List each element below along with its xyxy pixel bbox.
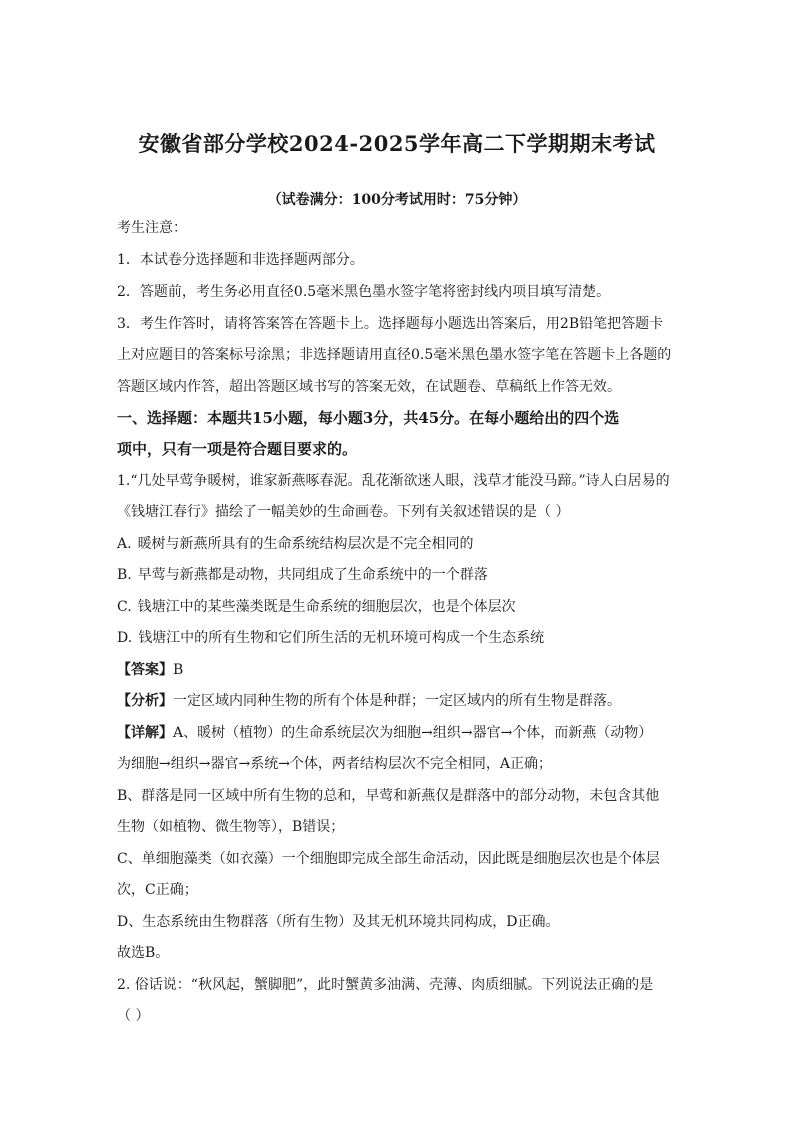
q1-option-b-letter: B.	[117, 567, 132, 583]
q1-analysis	[117, 691, 677, 711]
q1-detail-line-3: B、群落是同一区域中所有生物的总和，早莺和新燕仅是群落中的部分动物，未包含其他	[117, 788, 660, 804]
q1-option-c-letter: C.	[117, 599, 132, 615]
q1-detail-line-5: C、单细胞藻类（如衣藻）一个细胞即完成全部生命活动，因此既是细胞层次也是个体层	[117, 851, 660, 867]
q1-detail-line-4: 生物（如植物、微生物等），B错误；	[117, 819, 345, 835]
q2-stem-line-1: 2. 俗话说：“秋风起，蟹脚肥”，此时蟹黄多油满、壳薄、肉质细腻。下列说法正确的是	[117, 977, 654, 993]
q1-answer-value: B	[173, 662, 184, 678]
q1-analysis-text: 一定区域内同种生物的所有个体是种群；一定区域内的所有生物是群落。	[173, 693, 621, 709]
page-title: 安徽省部分学校2024-2025学年高二下学期期末考试	[138, 131, 656, 156]
q1-answer-label: 【答案】	[117, 662, 173, 678]
notice-item-3-cont-1: 上对应题目的答案标号涂黑；非选择题请用直径0.5毫米黑色墨水签字笔在答题卡上各题的	[117, 347, 672, 363]
page-subtitle: （试卷满分：100分考试用时：75分钟）	[267, 192, 527, 208]
q1-detail-line-7: D、生态系统由生物群落（所有生物）及其无机环境共同构成，D正确。	[117, 914, 560, 930]
section-heading-line-1: 一、选择题：本题共15小题，每小题3分，共45分。在每小题给出的四个选	[117, 409, 620, 427]
notice-item-1: 1．本试卷分选择题和非选择题两部分。	[117, 252, 364, 268]
q1-analysis-label: 【分析】	[117, 693, 173, 709]
q1-detail-line-1	[117, 723, 677, 743]
q1-option-c	[117, 597, 677, 617]
q1-detail-line-8: 故选B。	[117, 945, 170, 961]
section-heading-line-2: 项中，只有一项是符合题目要求的。	[117, 440, 358, 458]
q1-option-d-text: 钱塘江中的所有生物和它们所生活的无机环境可构成一个生态系统	[138, 630, 545, 646]
q1-option-b	[117, 565, 677, 585]
q1-option-d	[117, 628, 677, 648]
q1-detail-line-2: 为细胞→组织→器官→系统→个体，两者结构层次不完全相同，A正确；	[117, 756, 553, 772]
notice-item-3-cont-2: 答题区域内作答，超出答题区域书写的答案无效，在试题卷、草稿纸上作答无效。	[117, 379, 621, 395]
q1-option-c-text: 钱塘江中的某些藻类既是生命系统的细胞层次，也是个体层次	[137, 599, 516, 615]
notice-item-2: 2．答题前，考生务必用直径0.5毫米黑色墨水签字笔将密封线内项目填写清楚。	[117, 284, 611, 300]
q1-option-d-letter: D.	[117, 630, 133, 646]
q1-answer	[117, 660, 677, 680]
q1-stem-line-2: 《钱塘江春行》描绘了一幅美妙的生命画卷。下列有关叙述错误的是（ ）	[117, 504, 570, 520]
q1-detail-label: 【详解】	[117, 725, 173, 741]
q2-stem-line-2: （ ）	[117, 1008, 150, 1024]
q1-option-a-letter: A.	[117, 536, 132, 552]
q1-stem-line-1: 1.“几处早莺争暖树，谁家新燕啄春泥。乱花渐欲迷人眼，浅草才能没马蹄。”诗人白居易的	[117, 473, 670, 489]
q1-option-a-text: 暖树与新燕所具有的生命系统结构层次是不完全相同的	[137, 536, 474, 552]
q1-option-b-text: 早莺与新燕都是动物，共同组成了生命系统中的一个群落	[137, 567, 488, 583]
notice-heading: 考生注意：	[117, 220, 187, 236]
q1-detail-line-6: 次，C正确；	[117, 882, 198, 898]
notice-item-3: 3．考生作答时，请将答案答在答题卡上。选择题每小题选出答案后，用2B铅笔把答题卡	[117, 316, 664, 332]
q1-detail-text-1: A、暖树（植物）的生命系统层次为细胞→组织→器官→个体，而新燕（动物）	[173, 725, 653, 741]
q1-option-a	[117, 534, 677, 554]
